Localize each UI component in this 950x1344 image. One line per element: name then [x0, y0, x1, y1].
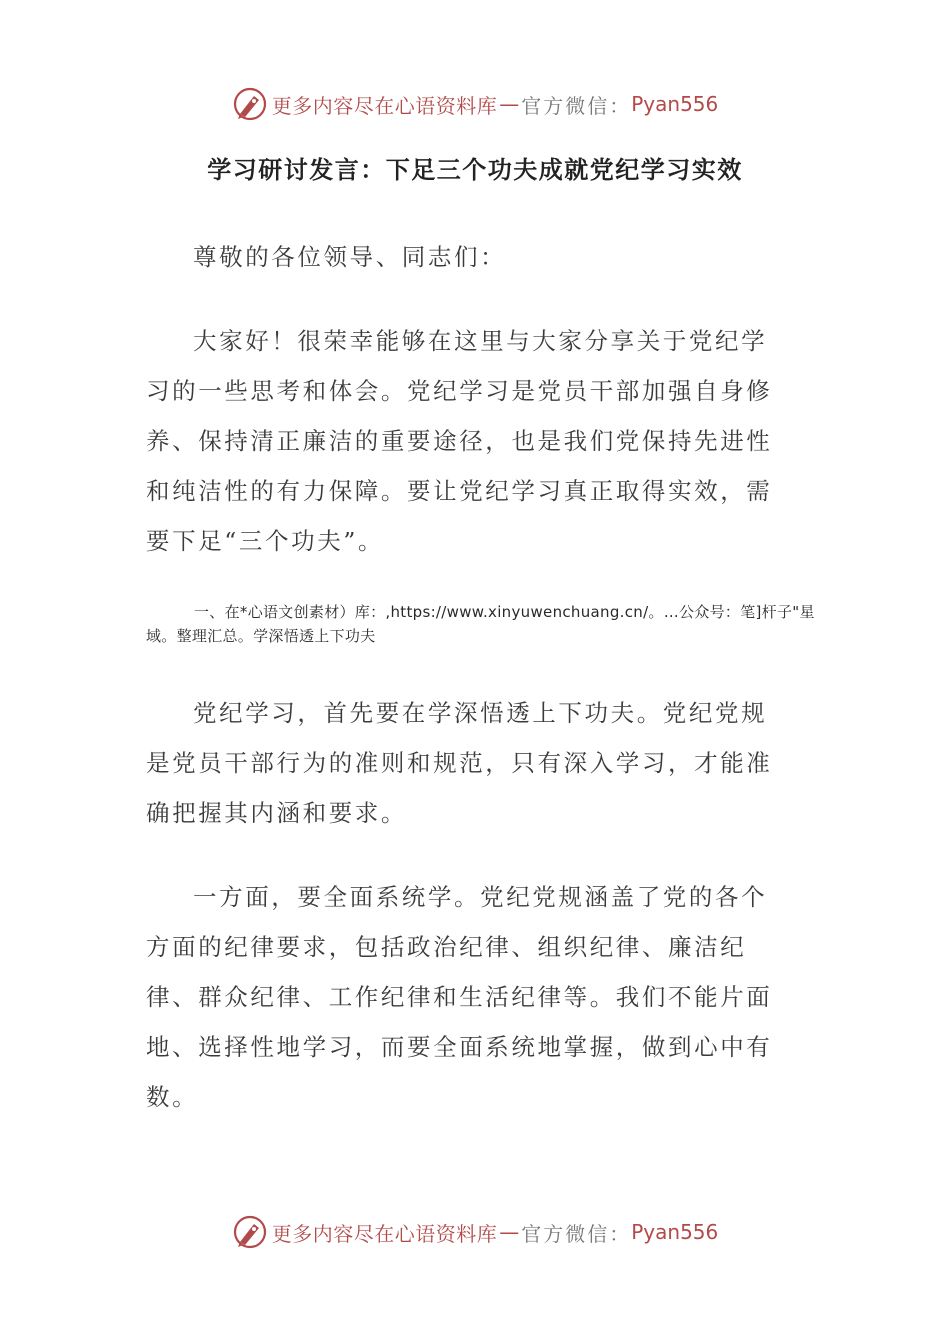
section1-block — [146, 688, 786, 838]
banner-dash-footer: — — [499, 1220, 520, 1244]
banner-slogan: 更多内容尽在心语资料库 — [271, 93, 498, 118]
section1-block-2 — [146, 872, 786, 1122]
section-heading: 一、在*心语文创素材）库：,https://www.xinyuwenchuang.cn/。…公众号：笔]杆子"星域。整理汇总。学深悟透上下功夫 — [146, 603, 815, 645]
footer-banner — [0, 1210, 950, 1254]
banner-content — [232, 86, 719, 122]
banner-slogan-footer: 更多内容尽在心语资料库 — [271, 1221, 498, 1246]
section1-paragraph-2: 一方面，要全面系统学。党纪党规涵盖了党的各个方面的纪律要求，包括政治纪律、组织纪律、廉洁纪律、群众纪律、工作纪律和生活纪律等。我们不能片面地、选择性地学习，而要全面系统地掌握，做到心中有数。 — [146, 883, 773, 1111]
pen-nib-circle-icon — [232, 86, 268, 122]
intro-block — [146, 316, 786, 566]
banner-dash: — — [499, 92, 520, 116]
banner-official-label: 官方微信： — [521, 93, 632, 118]
pen-nib-circle-icon — [232, 1214, 268, 1250]
intro-paragraph: 大家好！很荣幸能够在这里与大家分享关于党纪学习的一些思考和体会。党纪学习是党员干部加强自身修养、保持清正廉洁的重要途径，也是我们党保持先进性和纯洁性的有力保障。要让党纪学习真正取得实效，需要下足“三个功夫”。 — [146, 327, 773, 555]
greeting-block — [146, 232, 786, 282]
greeting-paragraph: 尊敬的各位领导、同志们： — [193, 243, 507, 271]
header-banner — [0, 82, 950, 126]
banner-content-footer — [232, 1214, 719, 1250]
document-title: 学习研讨发言：下足三个功夫成就党纪学习实效 — [207, 156, 743, 184]
banner-wechat-id-footer: Pyan556 — [631, 1220, 719, 1244]
banner-official-label-footer: 官方微信： — [521, 1221, 632, 1246]
banner-wechat-id: Pyan556 — [631, 92, 719, 116]
section1-paragraph-1: 党纪学习，首先要在学深悟透上下功夫。党纪党规是党员干部行为的准则和规范，只有深入学习，才能准确把握其内涵和要求。 — [146, 699, 773, 827]
